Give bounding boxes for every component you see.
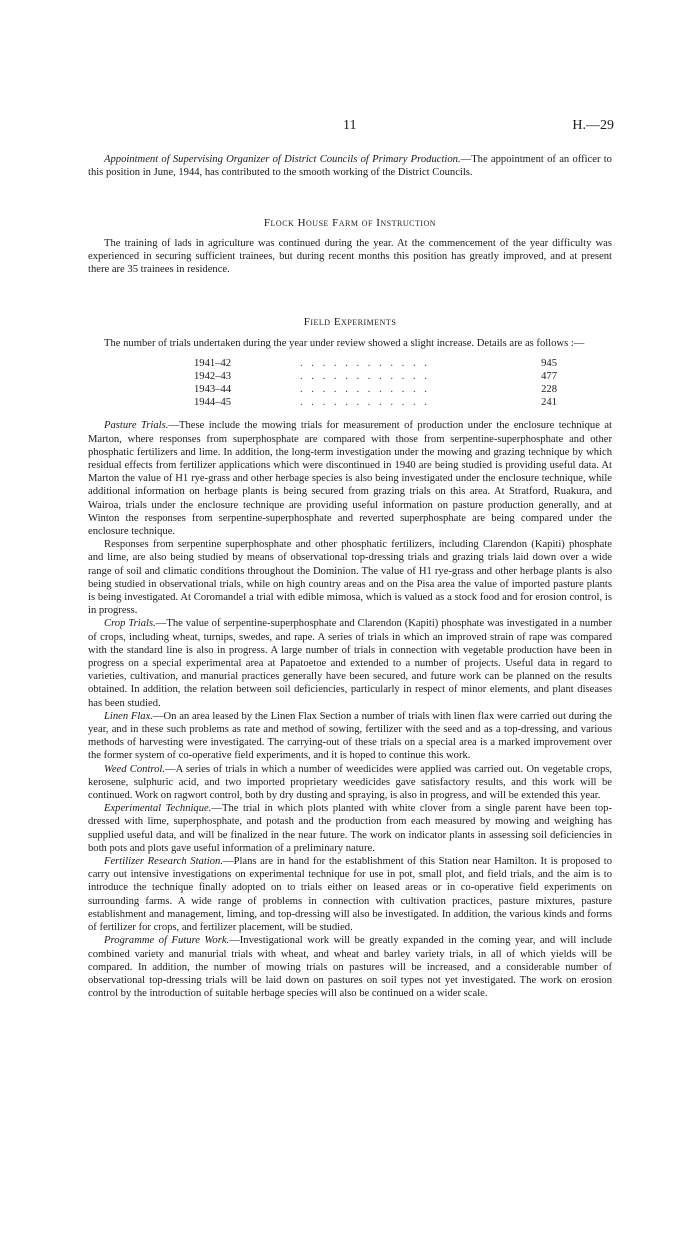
trial-count: 228 bbox=[541, 384, 557, 395]
paragraph-fertilizer-research: Fertilizer Research Station.—Plans are in hand for the establishment of this Station near Hamilton. It is proposed to carry out intensive investigations on experimental technique for use in pot, small plot, and field trials, and the aim is to introduce the technique finally adopted on to trials either on leased areas or in co-operative field experiments on surrounding farms. A wide range of problems in connection with cultivation practices, pasture mixtures, pasture establishment and management, liming, and top-dressing will also be investigated. In addition, the various kinds and forms of fertilizer for crops, and fertilizer placement, will be studied. bbox=[88, 856, 612, 934]
table-row bbox=[88, 396, 612, 409]
paragraph-pasture-trials: Pasture Trials.—These include the mowing trials for measurement of production under the enclosure technique at Marton, where responses from superphosphate are compared with those from serpentine-superphosphate and other phosphatic fertilizers and lime. In addition, the long-term investigation under the mowing and grazing technique by which residual effects from fertilizer applications which were discontinued in 1940 are being studied is providing useful data. At Marton the value of H1 rye-grass and other herbage species is also being investigated under the enclosure technique, while additional information on herbage plants is being secured from grazing trials on this area. At Stratford, Ruakura, and Wairoa, trials under the enclosure technique are providing useful information on pasture production generally, and at Winton the responses from serpentine-superphosphate and reverted superphosphate are being compared under the enclosure technique. bbox=[88, 420, 612, 537]
leader-dots: . . . . . . . . . . . . bbox=[300, 384, 430, 395]
leader-dots: . . . . . . . . . . . . bbox=[300, 357, 430, 369]
page-number: 11 bbox=[343, 118, 357, 133]
paragraph-field-intro: The number of trials undertaken during the year under review showed a slight increase. Details are as follows :— bbox=[104, 338, 585, 350]
paragraph-weed-control: Weed Control.—A series of trials in which a number of weedicides were applied was carried out. On vegetable crops, kerosene, sulphuric acid, and two imported proprietary weedicides gave satisfactory results, and this work will be continued. Work on ragwort control, both by dry dusting and spraying, is also in progress, and will be extended this year. bbox=[88, 763, 613, 802]
paragraph-title: Crop Trials. bbox=[104, 618, 156, 630]
trials-table bbox=[88, 357, 612, 410]
page-content bbox=[88, 153, 612, 1000]
leader-dots: . . . . . . . . . . . . bbox=[300, 370, 430, 382]
paragraph-title: Fertilizer Research Station. bbox=[104, 856, 223, 868]
table-row bbox=[88, 370, 612, 383]
table-row bbox=[88, 383, 612, 396]
paragraph-programme-future-work: Programme of Future Work.—Investigational work will be greatly expanded in the coming year, and will include combined variety and manurial trials with wheat, and wheat and barley variety trials, in all of which yields will be compared. In addition, the number of mowing trials on pastures will be increased, and a considerable number of observational top-dressing trials will be laid down on pastures on soil types not yet investigated. The work on erosion control by the introduction of suitable herbage species will also be continued on a wider scale. bbox=[88, 935, 612, 1000]
paragraph-title: Pasture Trials. bbox=[104, 420, 169, 432]
table-row bbox=[88, 357, 612, 370]
paragraph-title: Linen Flax. bbox=[104, 710, 153, 722]
paragraph-title: Weed Control. bbox=[104, 763, 166, 775]
paragraph-pasture-responses: Responses from serpentine superphosphate and other phosphatic fertilizers, including Clarendon (Kapiti) phosphate and lime, are also being studied by means of observational top-dressing trials and grazing trials laid down over a wide range of soil and climatic conditions throughout the Dominion. The value of H1 rye-grass and other herbage plants is also being studied in observational trials, while on high country areas and on the Pisa area the value of imported pasture plants is being investigated. At Coromandel a trial with edible mimosa, which is valued as a stock food and for erosion control, is in progress. bbox=[88, 539, 612, 617]
trial-count: 241 bbox=[541, 397, 557, 409]
paragraph-title: Experimental Technique. bbox=[104, 803, 212, 815]
trial-count: 477 bbox=[541, 370, 557, 382]
trial-year: 1942–43 bbox=[194, 370, 232, 382]
paragraph-linen-flax: Linen Flax.—On an area leased by the Linen Flax Section a number of trials with linen flax were carried out during the year, and in these such problems as rate and method of sowing, fertilizer with the seed and as a top-dressing, and various methods of harvesting were investigated. The carrying-out of these trials on a special area is a marked improvement over the former system of co-operative field experiments, and it is hoped to continue this work. bbox=[88, 710, 612, 762]
trial-year: 1941–42 bbox=[194, 357, 232, 369]
page-header bbox=[0, 118, 700, 138]
paragraph-title: Programme of Future Work. bbox=[104, 935, 230, 947]
section-heading-field-experiments: Field Experiments bbox=[303, 316, 397, 329]
paragraph-crop-trials: Crop Trials.—The value of serpentine-superphosphate and Clarendon (Kapiti) phosphate was investigated in a number of crops, including wheat, turnips, swedes, and rape. A series of trials in which an improved strain of rape was compared with the standard line is also in progress. A large number of trials in connection with vegetable production have been in progress on a special experimental area at Papatoetoe and extended to a number of projects. Useful data in regard to varieties, cultivation, and manurial practices generally have been secured, and future work can be planned on the results obtained. In addition, the relation between soil deficiencies, particularly in respect of minor elements, and plant diseases has been studied. bbox=[88, 618, 612, 709]
paragraph-supervising-organizer: Appointment of Supervising Organizer of District Councils of Primary Production.—The appointment of an officer to this position in June, 1944, has contributed to the smooth working of the District Councils. bbox=[88, 154, 612, 179]
section-heading-flock-house: Flock House Farm of Instruction bbox=[263, 217, 437, 230]
trial-year: 1944–45 bbox=[194, 397, 232, 409]
leader-dots: . . . . . . . . . . . . bbox=[300, 397, 430, 409]
trial-count: 945 bbox=[541, 357, 557, 369]
paragraph-flock-house: The training of lads in agriculture was continued during the year. At the commencement of the year difficulty was experienced in securing sufficient trainees, but during recent months this position has greatly improved, and at present there are 35 trainees in residence. bbox=[88, 237, 612, 276]
paragraph-title: Appointment of Supervising Organizer of District Councils of Primary Production. bbox=[104, 154, 461, 165]
document-reference: H.—29 bbox=[572, 118, 614, 133]
trial-year: 1943–44 bbox=[194, 384, 232, 395]
paragraph-experimental-technique: Experimental Technique.—The trial in which plots planted with white clover from a single parent have been top-dressed with lime, superphosphate, and potash and the production from each measured by mowing and weighing has supplied useful data, and will be finalized in the near future. The work on indicator plants in assessing soil deficiencies in both pots and plots gave useful information of a preliminary nature. bbox=[88, 803, 612, 854]
